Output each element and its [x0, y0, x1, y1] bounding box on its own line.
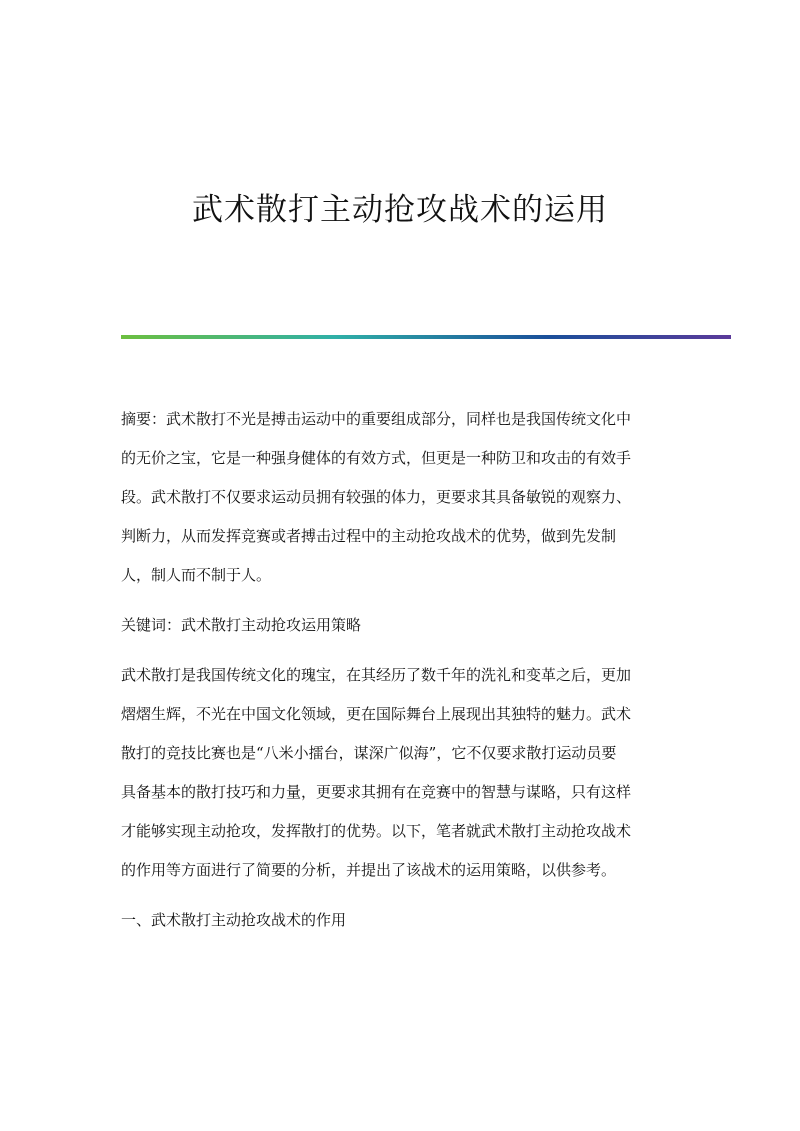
keywords-line: 关键词：武术散打主动抢攻运用策略 [121, 616, 362, 634]
abstract-line: 段。武术散打不仅要求运动员拥有较强的体力，更要求其具备敏锐的观察力、 [121, 488, 632, 506]
intro-line: 散打的竞技比赛也是“八米小擂台，谋深广似海”，它不仅要求散打运动员要 [121, 744, 617, 762]
abstract-line: 判断力，从而发挥竞赛或者搏击过程中的主动抢攻战术的优势，做到先发制 [121, 527, 617, 545]
intro-line: 熠熠生辉，不光在中国文化领域，更在国际舞台上展现出其独特的魅力。武术 [121, 705, 632, 723]
abstract-line: 摘要：武术散打不光是搏击运动中的重要组成部分，同样也是我国传统文化中 [121, 410, 632, 428]
title-divider [121, 335, 731, 339]
intro-line: 的作用等方面进行了简要的分析，并提出了该战术的运用策略，以供参考。 [121, 861, 617, 879]
document-body [121, 400, 681, 940]
abstract-paragraph [121, 400, 681, 595]
intro-line: 具备基本的散打技巧和力量，更要求其拥有在竞赛中的智慧与谋略，只有这样 [121, 783, 632, 801]
section-heading [121, 901, 681, 940]
document-title: 武术散打主动抢攻战术的运用 [192, 192, 608, 228]
intro-line: 武术散打是我国传统文化的瑰宝，在其经历了数千年的洗礼和变革之后，更加 [121, 666, 632, 684]
abstract-line: 人，制人而不制于人。 [121, 566, 272, 584]
intro-line: 才能够实现主动抢攻，发挥散打的优势。以下，笔者就武术散打主动抢攻战术 [121, 822, 632, 840]
keywords-paragraph [121, 606, 681, 645]
intro-paragraph [121, 656, 681, 890]
section-heading-text: 一、武术散打主动抢攻战术的作用 [121, 911, 347, 929]
abstract-line: 的无价之宝，它是一种强身健体的有效方式，但更是一种防卫和攻击的有效手 [121, 449, 632, 467]
